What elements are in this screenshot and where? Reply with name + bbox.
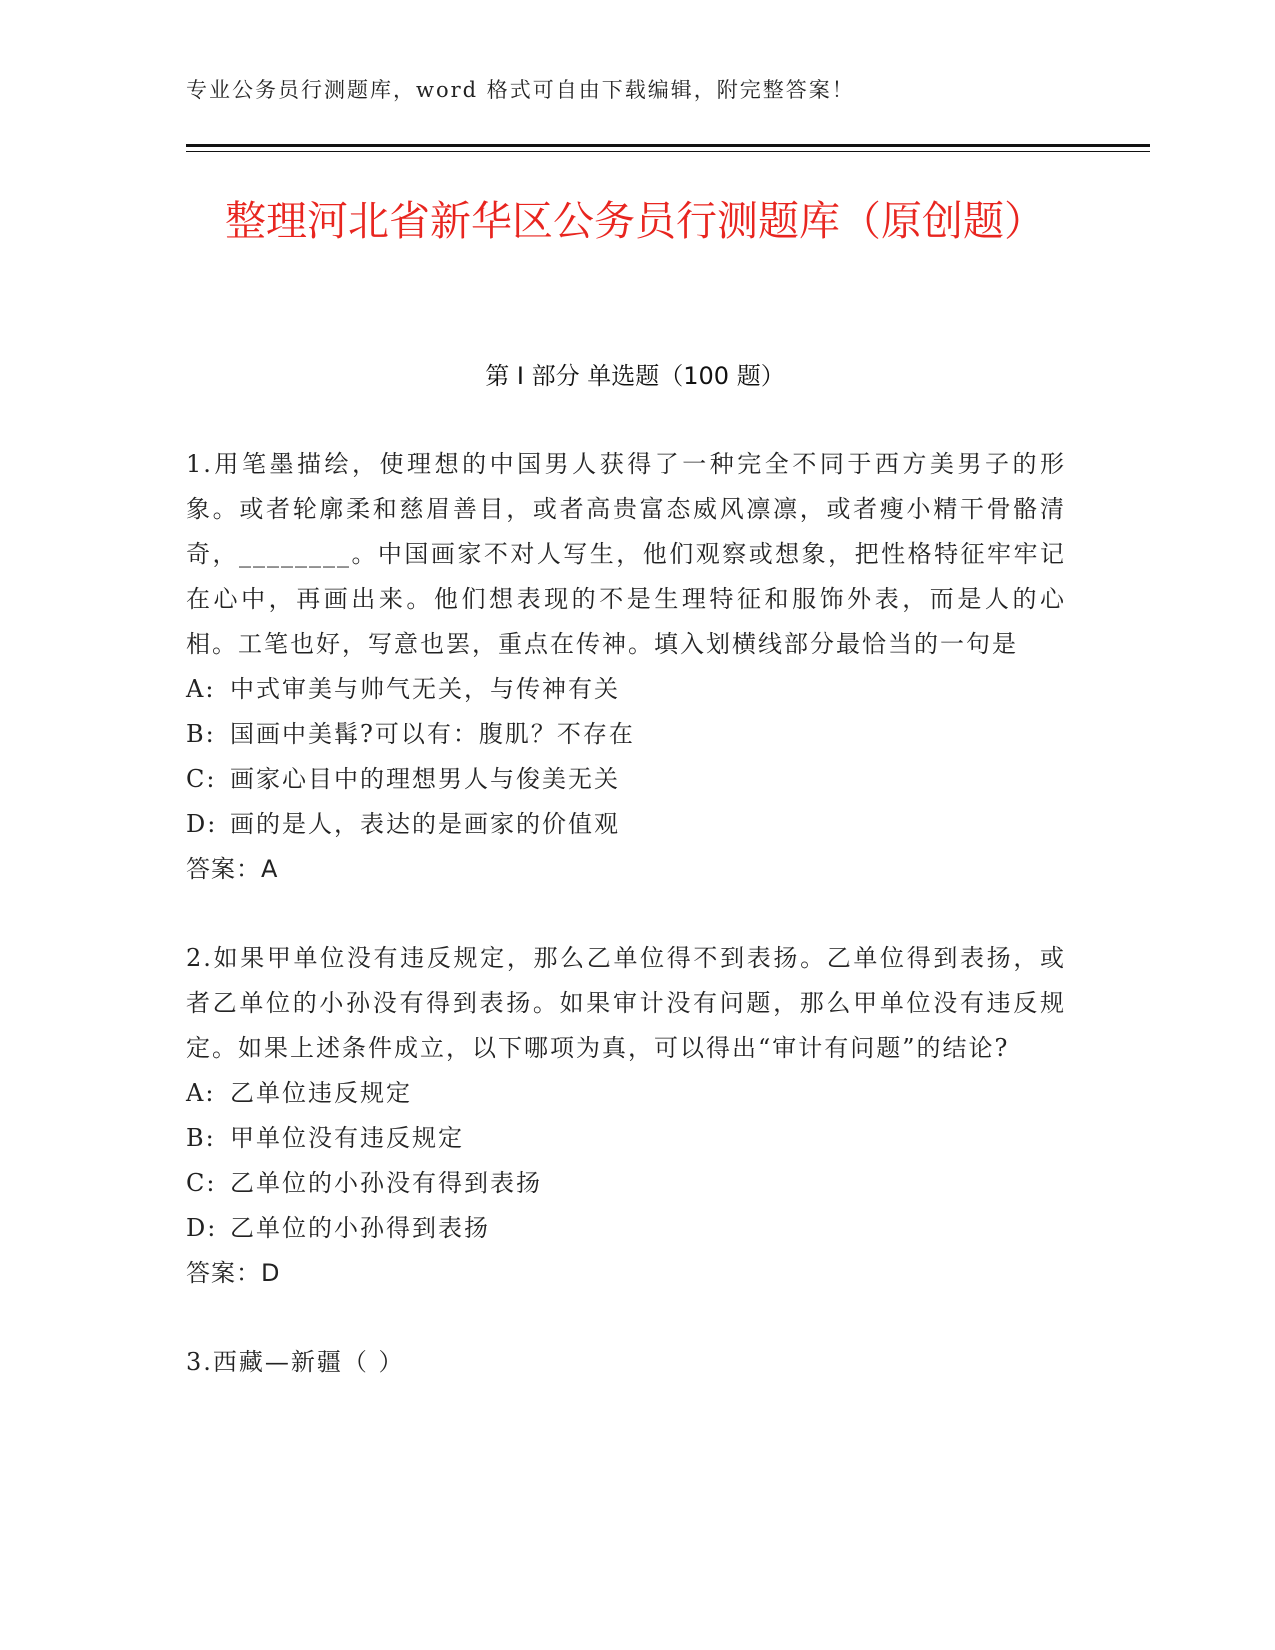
question-3: [186, 1340, 1066, 1385]
option-a: [186, 667, 1066, 712]
option-letter: D:: [186, 810, 218, 838]
option-c: [186, 757, 1066, 802]
option-letter: A:: [186, 1079, 216, 1107]
question-list: [186, 442, 1066, 1429]
option-letter: B:: [186, 720, 216, 748]
option-letter: A:: [186, 675, 216, 703]
header-rule-thin: [186, 151, 1150, 152]
question-stem: [186, 442, 1066, 667]
document-title: 整理河北省新华区公务员行测题库（原创题）: [225, 197, 1045, 245]
question-text: 如果甲单位没有违反规定，那么乙单位得不到表扬。乙单位得到表扬，或者乙单位的小孙没有得到表扬。如果审计没有问题，那么甲单位没有违反规定。如果上述条件成立，以下哪项为真，可以得出“审计有问题”的结论?: [186, 944, 1066, 1062]
option-letter: C:: [186, 1169, 217, 1197]
question-number: 3.: [186, 1348, 213, 1376]
option-letter: D:: [186, 1214, 218, 1242]
question-text: 用笔墨描绘，使理想的中国男人获得了一种完全不同于西方美男子的形象。或者轮廓柔和慈眉善目，或者高贵富态威风凛凛，或者瘦小精干骨骼清奇，________。中国画家不对人写生，他们观察或想象，把性格特征牢牢记在心中，再画出来。他们想表现的不是生理特征和服饰外表，而是人的心相。工笔也好，写意也罢，重点在传神。填入划横线部分最恰当的一句是: [186, 450, 1066, 658]
option-letter: C:: [186, 765, 217, 793]
question-1: [186, 442, 1066, 892]
option-a: [186, 1071, 1066, 1116]
option-c: [186, 1161, 1066, 1206]
answer-line: 答案：A: [186, 855, 279, 883]
option-b: [186, 712, 1066, 757]
option-letter: B:: [186, 1124, 216, 1152]
option-text: 画的是人，表达的是画家的价值观: [230, 810, 620, 838]
option-text: 甲单位没有违反规定: [230, 1124, 464, 1152]
option-text: 乙单位的小孙没有得到表扬: [230, 1169, 542, 1197]
option-text: 国画中美髯?可以有：腹肌？不存在: [230, 720, 635, 748]
option-d: [186, 802, 1066, 847]
header-note: 专业公务员行测题库，word 格式可自由下载编辑，附完整答案！: [186, 78, 855, 102]
question-2: [186, 936, 1066, 1296]
question-text: 西藏—新疆（ ）: [212, 1348, 405, 1376]
question-stem: [186, 936, 1066, 1071]
option-text: 乙单位违反规定: [230, 1079, 412, 1107]
question-stem: [186, 1340, 1066, 1385]
question-number: 1.: [186, 450, 213, 478]
option-d: [186, 1206, 1066, 1251]
option-b: [186, 1116, 1066, 1161]
question-number: 2.: [186, 944, 213, 972]
answer-line: 答案：D: [186, 1259, 281, 1287]
option-text: 画家心目中的理想男人与俊美无关: [230, 765, 620, 793]
section-heading: 第 I 部分 单选题（100 题）: [485, 362, 785, 390]
option-text: 中式审美与帅气无关，与传神有关: [230, 675, 620, 703]
header-rule-thick: [186, 144, 1150, 147]
option-text: 乙单位的小孙得到表扬: [230, 1214, 490, 1242]
